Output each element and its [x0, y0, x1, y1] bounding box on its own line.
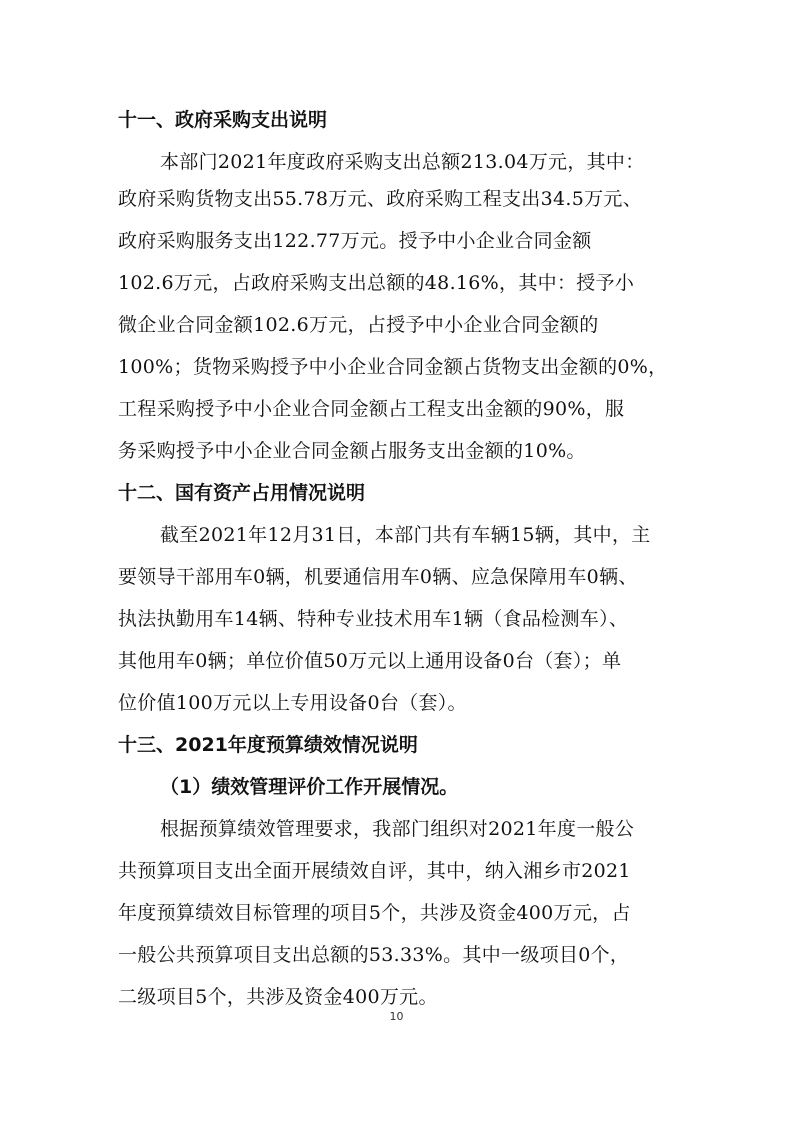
section-13-heading: 十三、2021年度预算绩效情况说明	[118, 734, 418, 756]
section-12-line-3: 执法执勤用车14辆、特种专业技术用车1辆（食品检测车）、	[118, 608, 629, 630]
section-13-line-2: 共预算项目支出全面开展绩效自评，其中，纳入湘乡市2021	[118, 860, 631, 882]
section-11-line-5: 微企业合同金额102.6万元，占授予中小企业合同金额的	[118, 314, 599, 336]
section-11-line-7: 工程采购授予中小企业合同金额占工程支出金额的90%，服	[118, 398, 625, 420]
page-number: 10	[389, 1010, 404, 1023]
section-11-line-2: 政府采购货物支出55.78万元、政府采购工程支出34.5万元、	[118, 188, 642, 210]
section-12-line-1: 截至2021年12月31日，本部门共有车辆15辆，其中，主	[160, 524, 651, 546]
section-13-line-3: 年度预算绩效目标管理的项目5个，共涉及资金400万元，占	[118, 902, 631, 924]
section-12-line-4: 其他用车0辆；单位价值50万元以上通用设备0台（套）；单	[118, 650, 622, 672]
section-12-heading: 十二、国有资产占用情况说明	[118, 482, 366, 504]
section-12-line-2: 要领导干部用车0辆，机要通信用车0辆、应急保障用车0辆、	[118, 566, 638, 588]
section-13-line-4: 一般公共预算项目支出总额的53.33%。其中一级项目0个，	[118, 944, 630, 966]
section-13-line-1: 根据预算绩效管理要求，我部门组织对2021年度一般公	[160, 818, 635, 840]
section-11-line-1: 本部门2021年度政府采购支出总额213.04万元，其中：	[160, 151, 645, 173]
section-13-subheading: （1）绩效管理评价工作开展情况。	[160, 776, 459, 798]
section-11-heading: 十一、政府采购支出说明	[118, 109, 328, 131]
section-12-line-5: 位价值100万元以上专用设备0台（套）。	[118, 692, 467, 714]
section-11-line-8: 务采购授予中小企业合同金额占服务支出金额的10%。	[118, 440, 586, 462]
section-13-line-5: 二级项目5个，共涉及资金400万元。	[118, 986, 438, 1008]
section-11-line-3: 政府采购服务支出122.77万元。授予中小企业合同金额	[118, 230, 592, 252]
section-11-line-4: 102.6万元，占政府采购支出总额的48.16%，其中：授予小	[118, 272, 635, 294]
section-11-line-6: 100%；货物采购授予中小企业合同金额占货物支出金额的0%，	[118, 356, 668, 378]
